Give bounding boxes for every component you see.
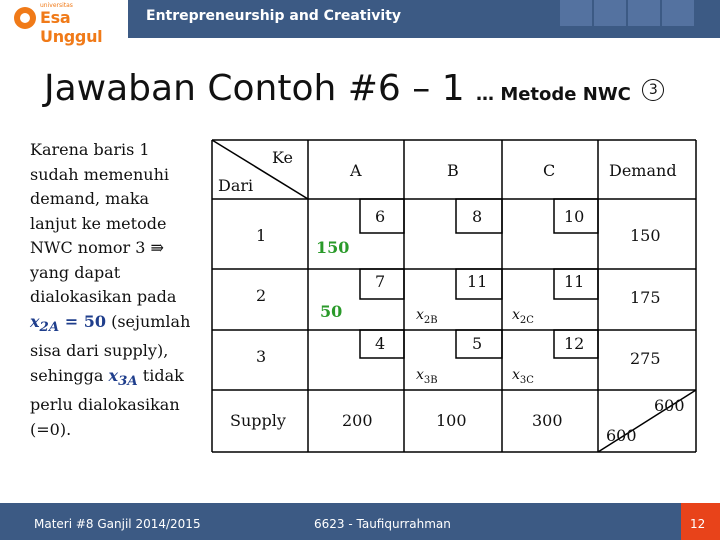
cost-cell-3b: 5 [472,334,483,353]
row-label-3: 3 [256,347,267,366]
variable-subscript: 3B [423,374,438,386]
variable-symbol: x [512,367,520,383]
supply-col-b: 100 [436,411,467,430]
slide-title-main: Jawaban Contoh #6 – 1 [44,68,465,109]
cost-cell-3a: 4 [375,334,386,353]
explanation-part3: tidak perlu dialokasikan (=0). [30,365,184,439]
variable-subscript: 2A [39,318,60,335]
row-label-supply: Supply [230,411,286,430]
column-header-demand: Demand [609,161,677,180]
variable-x2c [512,307,534,326]
total-supply: 600 [606,426,637,445]
variable-x2b [416,307,438,326]
cost-cell-1c: 10 [564,207,585,226]
cost-cell-2a: 7 [375,272,386,291]
footer-author: 6623 - Taufiqurrahman [314,517,451,531]
cost-cell-2c: 11 [564,272,585,291]
value-eq-50: = 50 [59,311,106,331]
corner-label-dari: Dari [218,176,254,195]
cost-cell-1a: 6 [375,207,386,226]
cost-cell-2b: 11 [467,272,488,291]
variable-symbol: x [416,367,424,383]
demand-row-1: 150 [630,226,661,245]
column-header-a: A [350,161,362,180]
logo-small-text: universitas [40,2,73,9]
cost-cell-3c: 12 [564,334,585,353]
course-title: Entrepreneurship and Creativity [146,8,402,24]
variable-symbol: x [512,307,520,323]
logo-text: Esa Unggul [40,8,103,46]
variable-symbol: x [416,307,424,323]
variable-symbol: x [30,311,40,331]
allocation-1a: 150 [316,238,350,257]
explanation-part1: Karena baris 1 sudah memenuhi demand, maka lanjut ke metode NWC nomor 3 ⇛ yang dapat dialokasikan pada [30,140,177,306]
variable-subscript: 3A [118,372,138,389]
column-header-b: B [447,161,459,180]
supply-col-a: 200 [342,411,373,430]
variable-x3c [512,367,534,386]
demand-row-3: 275 [630,349,661,368]
footer-bar [0,503,720,540]
slide-title-sub: … Metode NWC [476,84,631,105]
column-header-c: C [543,161,556,180]
variable-symbol: x [108,365,119,385]
footer-course-info: Materi #8 Ganjil 2014/2015 [34,517,201,531]
variable-subscript: 2B [423,314,438,326]
variable-subscript: 2C [519,314,534,326]
cost-cell-1b: 8 [472,207,483,226]
allocation-2a: 50 [320,302,343,321]
variable-x3b [416,367,438,386]
row-label-1: 1 [256,226,267,245]
page-number: 12 [690,517,706,531]
total-demand: 600 [654,396,685,415]
demand-row-2: 175 [630,288,661,307]
row-label-2: 2 [256,286,267,305]
explanation-part2: (sejumlah sisa dari supply), sehingga [30,311,191,385]
corner-label-ke: Ke [272,148,293,167]
supply-col-c: 300 [532,411,563,430]
circled-step-number: 3 [642,79,664,101]
variable-subscript: 3C [519,374,534,386]
